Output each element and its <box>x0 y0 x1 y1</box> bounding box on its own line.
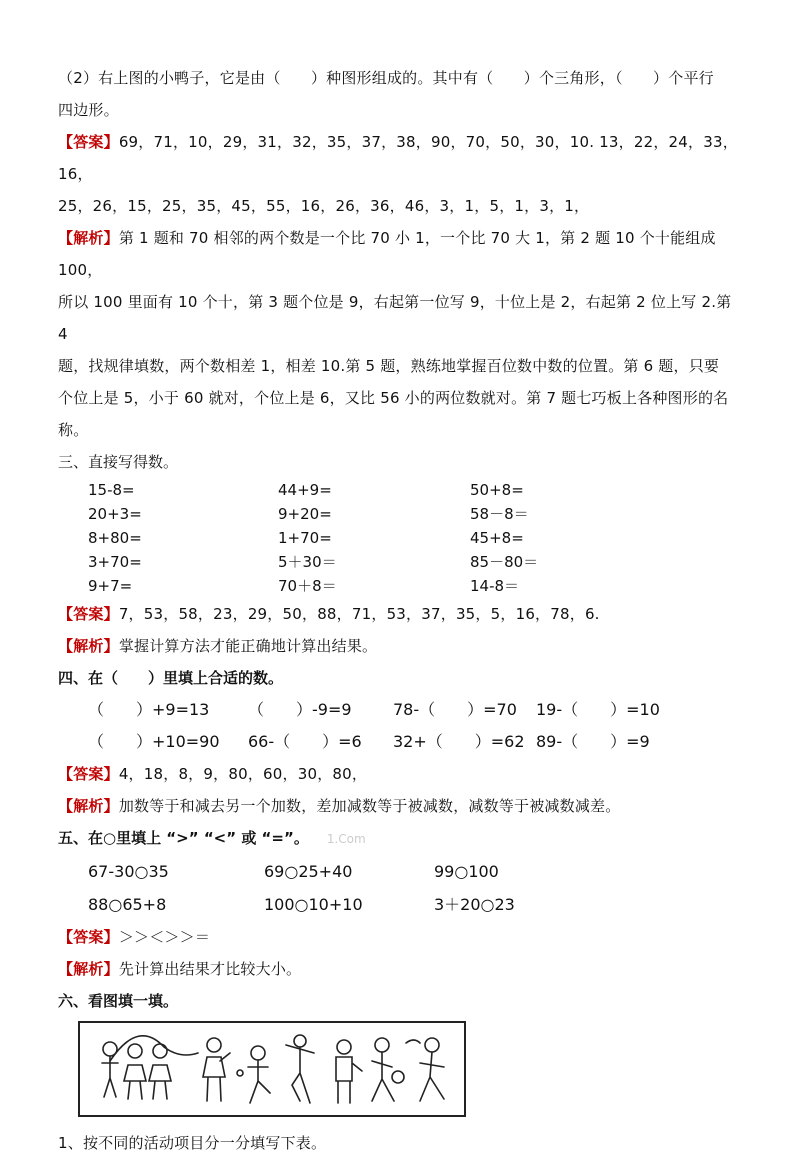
fill-item: 78-（ ）=70 <box>393 700 517 719</box>
answer-tag: 【答案】 <box>58 765 119 783</box>
fill-item: （ ）+10=90 <box>88 732 220 751</box>
explanation-1-line2: 所以 100 里面有 10 个十，第 3 题个位是 9，右起第一位写 9，十位上是 2，右起第 2 位上写 2.第 4 <box>58 293 732 343</box>
section-5-problems <box>88 855 738 921</box>
compare-item: 100○10+10 <box>264 895 363 914</box>
explanation-tag: 【解析】 <box>58 229 119 247</box>
problem-item: 5＋30＝ <box>278 553 337 571</box>
explanation-tag: 【解析】 <box>58 797 119 815</box>
problem-item: 3+70= <box>88 553 142 571</box>
fill-item: 32+（ ）=62 <box>393 732 525 751</box>
explanation-1-text: 第 1 题和 70 相邻的两个数是一个比 70 小 1，一个比 70 大 1，第 2 题 10 个十能组成 100， <box>58 229 716 279</box>
explanation-1-line3: 题，找规律填数，两个数相差 1，相差 10.第 5 题，熟练地掌握百位数中数的位置。第 6 题，只要 <box>58 357 720 375</box>
explanation-5 <box>58 953 738 985</box>
answer-1 <box>58 126 738 190</box>
problem-item: 50+8= <box>470 481 524 499</box>
q2-line1: （2）右上图的小鸭子，它是由（ ）种图形组成的。其中有（ ）个三角形，（ ）个平行 <box>58 69 714 87</box>
answer-tag: 【答案】 <box>58 928 119 946</box>
answer-5 <box>58 921 738 953</box>
section-4-problems <box>88 694 738 758</box>
explanation-1-line4: 个位上是 5，小于 60 就对，个位上是 6，又比 56 小的两位数就对。第 7 题七巧板上各种图形的名 <box>58 389 729 407</box>
compare-item: 67-30○35 <box>88 862 169 881</box>
problem-item: 20+3= <box>88 505 142 523</box>
explanation-3 <box>58 630 738 662</box>
problem-item: 9+7= <box>88 577 133 595</box>
worksheet-page <box>58 62 738 1159</box>
explanation-tag: 【解析】 <box>58 637 119 655</box>
problem-item: 1+70= <box>278 529 332 547</box>
fill-item: （ ）+9=13 <box>88 700 210 719</box>
compare-item: 69○25+40 <box>264 862 353 881</box>
watermark-text: 1.Com <box>326 832 366 846</box>
problem-item: 70＋8＝ <box>278 577 337 595</box>
problem-item: 45+8= <box>470 529 524 547</box>
section-5-title-text: 五、在○里填上 “>” “<” 或 “=”。 <box>58 829 309 847</box>
answer-3-text: 7，53，58，23，29，50，88，71，53，37，35，5，16，78，6. <box>118 605 600 623</box>
explanation-4-text: 加数等于和减去另一个加数，差加减数等于被减数，减数等于被减数减差。 <box>118 797 621 815</box>
section-6-title: 六、看图填一填。 <box>58 992 179 1010</box>
problem-item: 58－8＝ <box>470 505 529 523</box>
explanation-tag: 【解析】 <box>58 960 119 978</box>
problem-item: 14-8＝ <box>470 577 520 595</box>
q2-line2: 四边形。 <box>58 101 119 119</box>
explanation-4 <box>58 790 738 822</box>
section-3-title: 三、直接写得数。 <box>58 453 179 471</box>
compare-item: 3＋20○23 <box>434 895 515 914</box>
problem-item: 85－80＝ <box>470 553 539 571</box>
problem-item: 15-8= <box>88 481 135 499</box>
section-4-title: 四、在（ ）里填上合适的数。 <box>58 669 284 687</box>
problem-item: 8+80= <box>88 529 142 547</box>
explanation-1-line5: 称。 <box>58 421 89 439</box>
answer-5-text: ＞＞＜＞＞＝ <box>118 928 211 946</box>
section-6-question-1: 1、按不同的活动项目分一分填写下表。 <box>58 1134 327 1152</box>
answer-4 <box>58 758 738 790</box>
problem-item: 9+20= <box>278 505 332 523</box>
answer-3 <box>58 598 738 630</box>
answer-4-text: 4，18，8，9，80，60，30，80， <box>118 765 368 783</box>
fill-item: 66-（ ）=6 <box>248 732 362 751</box>
problem-item: 44+9= <box>278 481 332 499</box>
explanation-3-text: 掌握计算方法才能正确地计算出结果。 <box>118 637 378 655</box>
fill-item: 19-（ ）=10 <box>536 700 660 719</box>
compare-item: 88○65+8 <box>88 895 167 914</box>
explanation-5-text: 先计算出结果才比较大小。 <box>118 960 302 978</box>
children-illustration <box>80 1023 464 1115</box>
fill-item: 89-（ ）=9 <box>536 732 650 751</box>
answer-tag: 【答案】 <box>58 605 119 623</box>
section-5-title <box>58 822 738 855</box>
answer-1-text: 69，71，10，29，31，32，35，37，38，90，70，50，30，10. 13，22，24，33，16， <box>58 133 738 183</box>
fill-item: （ ）-9=9 <box>248 700 352 719</box>
answer-1-cont: 25，26，15，25，35，45，55，16，26，36，46，3，1，5，1，3，1， <box>58 197 590 215</box>
children-activities-picture <box>78 1021 466 1117</box>
compare-item: 99○100 <box>434 862 499 881</box>
explanation-1 <box>58 222 738 286</box>
section-3-problems <box>88 478 738 598</box>
answer-tag: 【答案】 <box>58 133 119 151</box>
